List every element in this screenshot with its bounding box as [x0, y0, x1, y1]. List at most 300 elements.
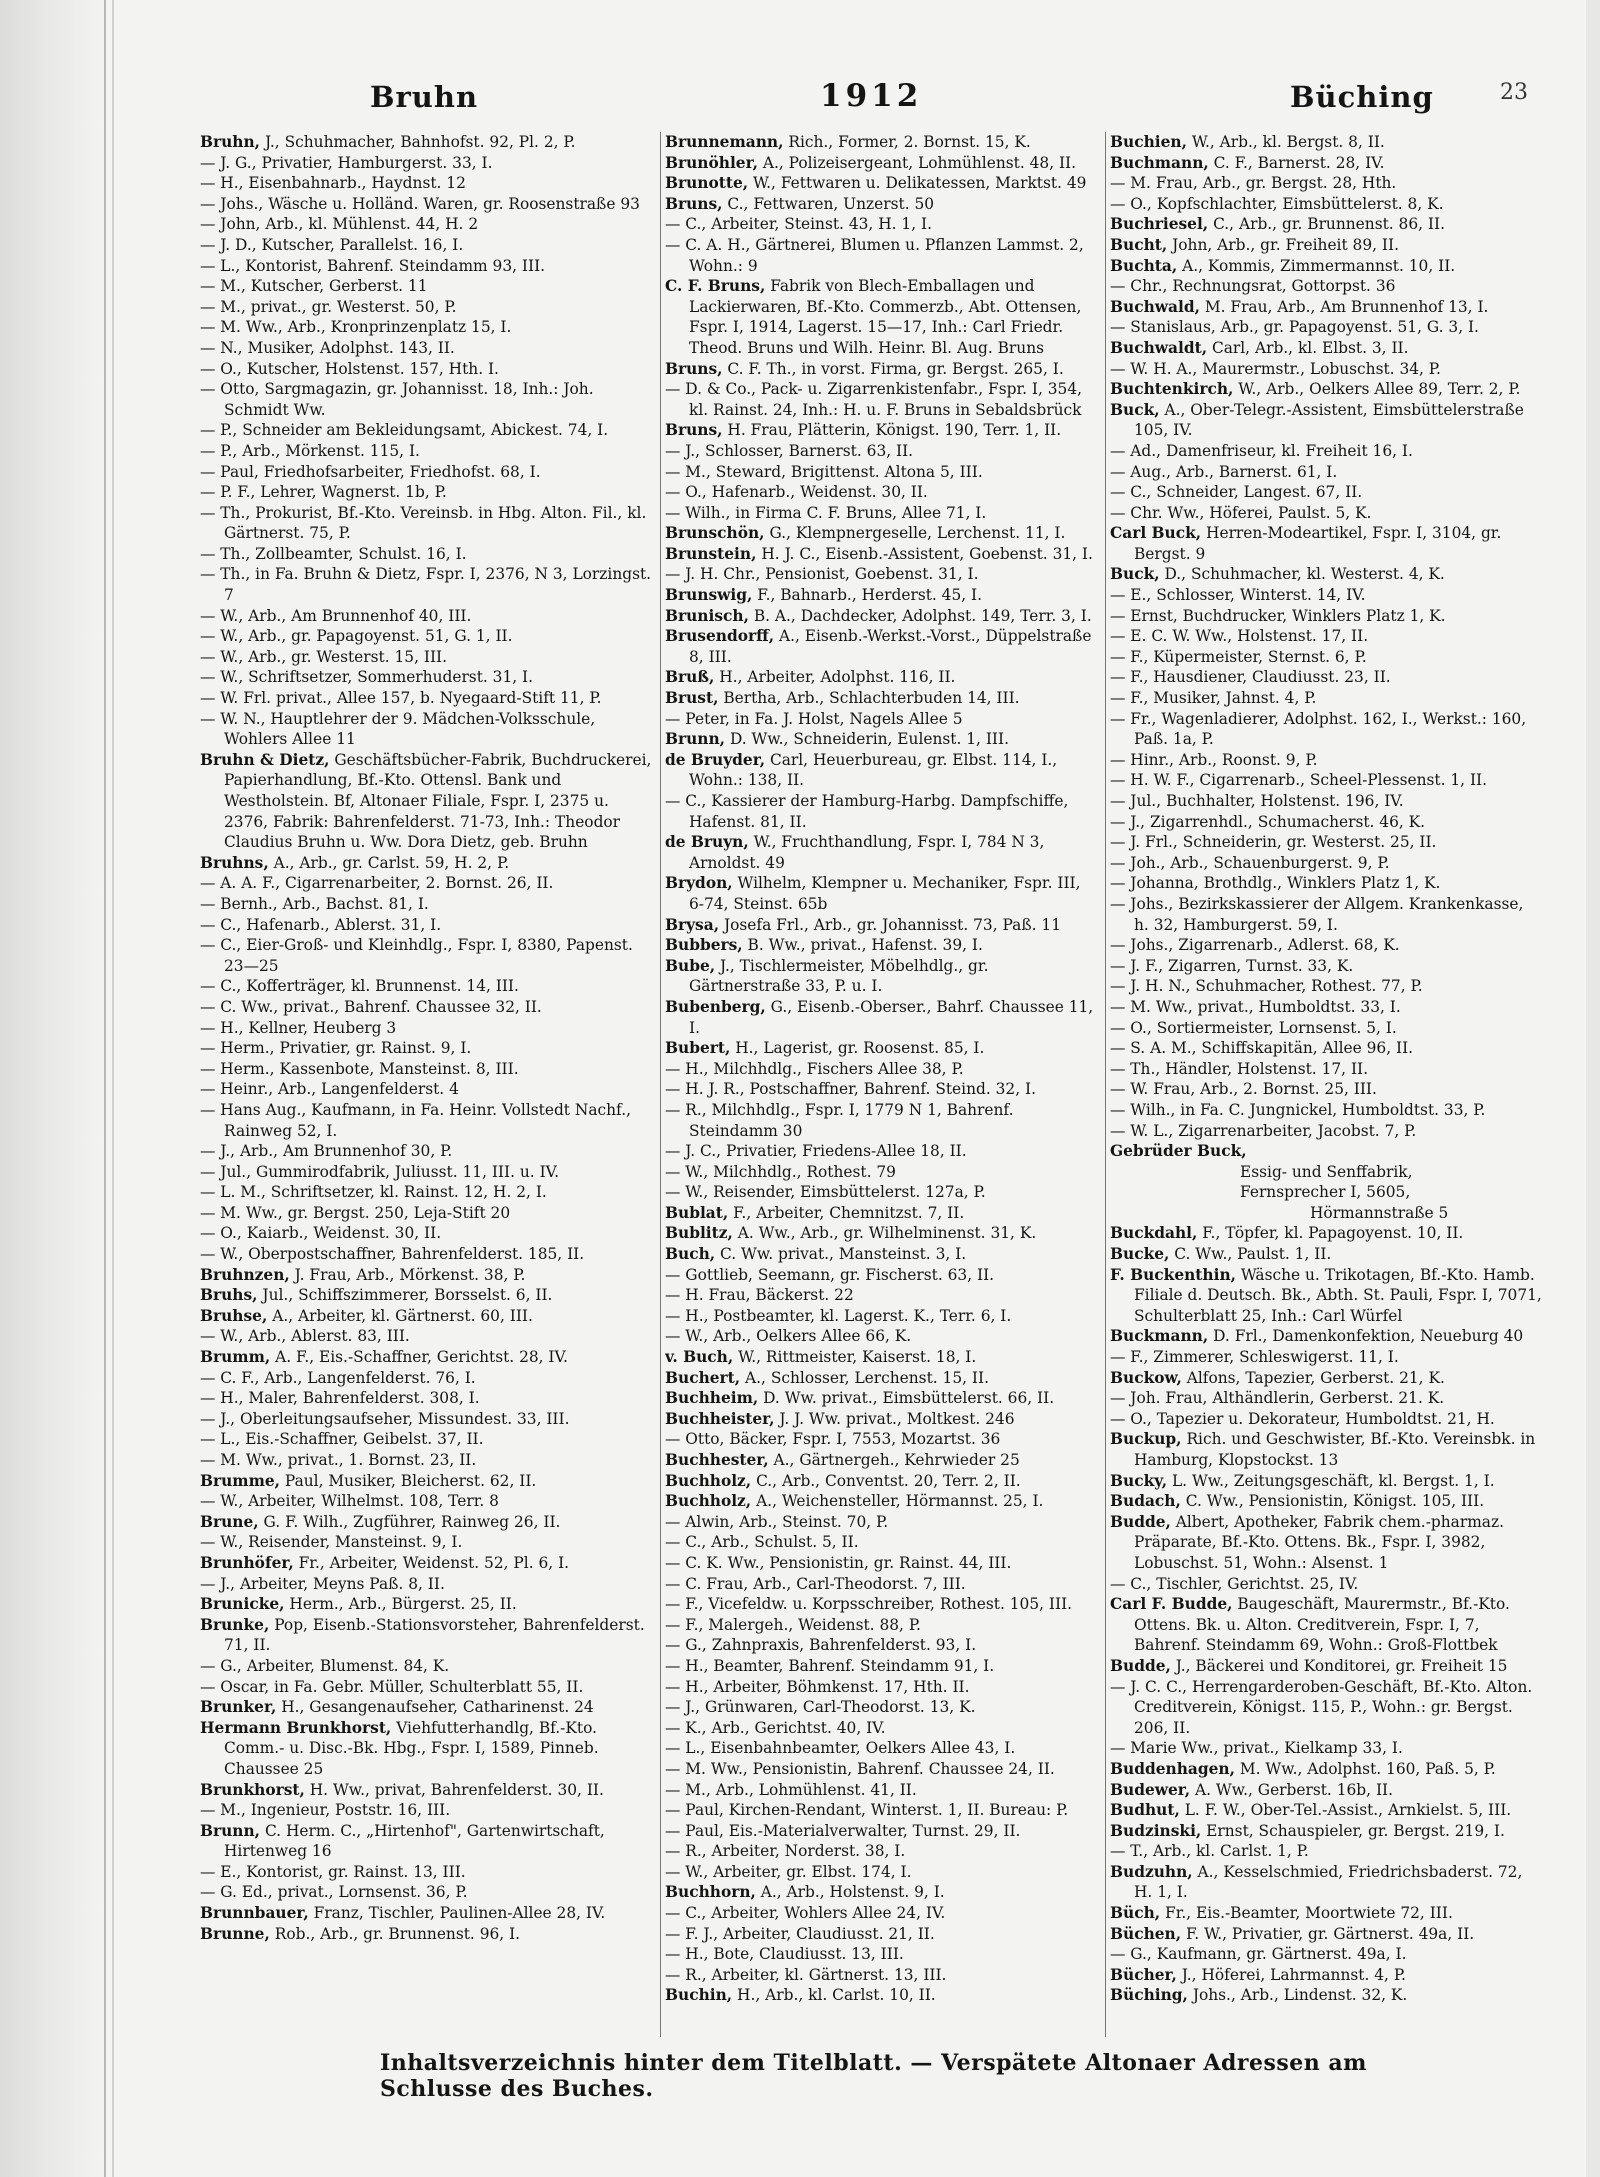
- directory-entry: [200, 132, 655, 153]
- entry-name: Buchien,: [1110, 133, 1187, 151]
- directory-entry: [200, 1821, 655, 1862]
- entry-text: Wilhelm, Klempner u. Mechaniker, Fspr. III, 6-74, Steinst. 65b: [689, 874, 1081, 913]
- directory-entry: [665, 359, 1100, 380]
- directory-entry: [1110, 832, 1543, 853]
- entry-text: H., Lagerist, gr. Roosenst. 85, I.: [730, 1039, 985, 1058]
- entry-name: Buchheim,: [665, 1389, 759, 1408]
- directory-entry: [1110, 1038, 1543, 1059]
- page-binding-shadow: [0, 0, 104, 2177]
- directory-entry: [1110, 1759, 1543, 1780]
- entry-text: E., Kontorist, gr. Rainst. 13, III.: [220, 1862, 466, 1881]
- entry-name: Carl Buck,: [1110, 524, 1202, 543]
- directory-entry: [665, 132, 1100, 153]
- directory-entry: [200, 1244, 655, 1265]
- entry-text: D., Schuhmacher, kl. Westerst. 4, K.: [1159, 565, 1445, 584]
- entry-name: Brunke,: [200, 1615, 270, 1634]
- entry-text: W., Arbeiter, Wilhelmst. 108, Terr. 8: [220, 1492, 499, 1511]
- entry-text: Jul., Schiffszimmerer, Borsselst. 6, II.: [257, 1286, 553, 1305]
- directory-entry: [665, 214, 1100, 235]
- entry-text: G., Arbeiter, Blumenst. 84, K.: [220, 1656, 450, 1675]
- directory-entry: [665, 482, 1100, 503]
- entry-text: Th., Zollbeamter, Schulst. 16, I.: [220, 544, 467, 563]
- entry-text: B. A., Dachdecker, Adolphst. 149, Terr. 3, I.: [748, 606, 1092, 625]
- entry-text: H., Postbeamter, kl. Lagerst. K., Terr. 6, I.: [685, 1306, 1012, 1325]
- entry-text: C., Arb., gr. Brunnenst. 86, II.: [1208, 215, 1445, 234]
- directory-entry: [1110, 482, 1543, 503]
- directory-entry: [1110, 1141, 1543, 1162]
- directory-entry: [200, 750, 655, 853]
- directory-entry: [665, 1615, 1100, 1636]
- entry-text: W., Arb., gr. Westerst. 15, III.: [220, 647, 447, 666]
- entry-text: Carl, Heuerbureau, gr. Elbst. 114, I., Wohn.: 138, II.: [689, 750, 1058, 790]
- entry-text: J., Zigarrenhdl., Schumacherst. 46, K.: [1130, 812, 1426, 831]
- entry-text: G., Klempnergeselle, Lerchenst. 11, I.: [764, 524, 1066, 543]
- header-year: 1912: [820, 78, 923, 114]
- entry-name: Bücher,: [1110, 1965, 1177, 1984]
- directory-entry: [665, 462, 1100, 483]
- entry-text: L., Eis.-Schaffner, Geibelst. 37, II.: [220, 1430, 484, 1449]
- directory-entry: [665, 1882, 1100, 1903]
- entry-text: Albert, Apotheker, Fabrik chem.-pharmaz. Präparate, Bf.-Kto. Ottens. Bk., Fspr. I, 3982, Lobuschst. 51, Wohn.: Alsenst. 1: [1134, 1512, 1504, 1572]
- directory-entry: [200, 1512, 655, 1533]
- entry-name: Gebrüder Buck,: [1110, 1142, 1247, 1161]
- directory-entry: [1110, 1677, 1543, 1739]
- entry-text: H., Eisenbahnarb., Haydnst. 12: [220, 174, 466, 193]
- directory-entry: [1110, 585, 1543, 606]
- entry-name: Buchhorn,: [665, 1883, 756, 1902]
- directory-entry: [1110, 1965, 1543, 1986]
- entry-text: W., Fruchthandlung, Fspr. I, 784 N 3, Arnoldst. 49: [689, 833, 1045, 872]
- directory-entry: [1110, 1903, 1543, 1924]
- entry-text: Pop, Eisenb.-Stationsvorsteher, Bahrenfelderst. 71, II.: [224, 1615, 645, 1655]
- directory-entry: [200, 667, 655, 688]
- entry-text: C., Arb., Conventst. 20, Terr. 2, II.: [751, 1471, 1021, 1490]
- entry-name: Bubbers,: [665, 936, 743, 955]
- directory-entry: [665, 667, 1100, 688]
- entry-text: Hans Aug., Kaufmann, in Fa. Heinr. Vollstedt Nachf., Rainweg 52, I.: [220, 1100, 631, 1140]
- entry-text: C., Kassierer der Hamburg-Harbg. Dampfschiffe, Hafenst. 81, II.: [685, 792, 1069, 831]
- directory-entry: [1110, 770, 1543, 791]
- entry-text: Paul, Kirchen-Rendant, Winterst. 1, II. Bureau: P.: [685, 1801, 1069, 1820]
- entry-name: Brunotte,: [665, 174, 749, 193]
- directory-entry: [200, 1100, 655, 1141]
- entry-text: Bertha, Arb., Schlachterbuden 14, III.: [718, 689, 1020, 708]
- entry-name: Buchwaldt,: [1110, 338, 1208, 357]
- entry-text: Johs., Zigarrenarb., Adlerst. 68, K.: [1130, 936, 1400, 955]
- entry-name: Buchwald,: [1110, 297, 1200, 316]
- entry-name: Brunnbauer,: [200, 1904, 309, 1923]
- entry-name: de Bruyder,: [665, 750, 766, 769]
- directory-entry: [200, 688, 655, 709]
- directory-entry: [200, 1265, 655, 1286]
- directory-entry: [200, 276, 655, 297]
- entry-name: Bublitz,: [665, 1224, 733, 1243]
- directory-entry: [200, 462, 655, 483]
- directory-entry: [200, 1409, 655, 1430]
- entry-text: A., Kommis, Zimmermannst. 10, II.: [1177, 256, 1456, 275]
- entry-text: H. J. R., Postschaffner, Bahrenf. Steind. 32, I.: [685, 1080, 1036, 1099]
- directory-entry: [665, 1059, 1100, 1080]
- directory-entry: [665, 1635, 1100, 1656]
- entry-name: Brunker,: [200, 1698, 277, 1717]
- directory-entry: [1110, 1594, 1543, 1656]
- entry-name: Bucky,: [1110, 1471, 1168, 1490]
- entry-text: A., Arb., Holstenst. 9, I.: [755, 1883, 945, 1902]
- directory-entry: [665, 544, 1100, 565]
- directory-entry: [200, 1697, 655, 1718]
- entry-name: Buckdahl,: [1110, 1224, 1198, 1243]
- entry-text: Otto, Bäcker, Fspr. I, 7553, Mozartst. 36: [685, 1430, 1001, 1449]
- directory-entry: [200, 1450, 655, 1471]
- entry-text: G. F. Wilh., Zugführer, Rainweg 26, II.: [258, 1512, 561, 1531]
- entry-text: C. Herm. C., „Hirtenhof", Gartenwirtschaft, Hirtenweg 16: [224, 1821, 605, 1861]
- entry-text: Josefa Frl., Arb., gr. Johannisst. 73, Paß. 11: [719, 915, 1061, 934]
- directory-entry: [1110, 812, 1543, 833]
- directory-entry: [665, 379, 1100, 420]
- entry-text: Rich. und Geschwister, Bf.-Kto. Vereinsbk. in Hamburg, Klopstockst. 13: [1134, 1430, 1536, 1469]
- directory-entry: [665, 832, 1100, 873]
- entry-text: M., Kutscher, Gerberst. 11: [220, 277, 428, 296]
- directory-entry: [665, 1841, 1100, 1862]
- directory-entry: [1110, 564, 1543, 585]
- directory-entry: [1110, 873, 1543, 894]
- entry-text: W. Frau, Arb., 2. Bornst. 25, III.: [1130, 1080, 1377, 1099]
- directory-entry: [665, 935, 1100, 956]
- directory-entry: [1110, 750, 1543, 771]
- directory-entry: [200, 1326, 655, 1347]
- entry-text: B. Ww., privat., Hafenst. 39, I.: [742, 936, 983, 955]
- entry-text: H., Kellner, Heuberg 3: [220, 1018, 397, 1037]
- entry-text: A., Kesselschmied, Friedrichsbaderst. 72, H. 1, I.: [1134, 1862, 1523, 1902]
- entry-text: C., Eier-Groß- und Kleinhdlg., Fspr. I, 8380, Papenst. 23—25: [220, 936, 633, 975]
- directory-entry: [200, 153, 655, 174]
- directory-entry: [665, 997, 1100, 1038]
- entry-text: W., Oberpostschaffner, Bahrenfelderst. 185, II.: [220, 1245, 585, 1264]
- directory-entry: [1110, 1203, 1543, 1224]
- entry-text: C. F., Arb., Langenfelderst. 76, I.: [220, 1368, 476, 1387]
- directory-entry: [200, 1594, 655, 1615]
- entry-text: Fr., Arbeiter, Weidenst. 52, Pl. 6, I.: [293, 1553, 570, 1572]
- entry-text: J., Oberleitungsaufseher, Missundest. 33, III.: [220, 1409, 570, 1428]
- entry-text: H. Ww., privat, Bahrenfelderst. 30, II.: [304, 1780, 604, 1799]
- directory-entry: [665, 873, 1100, 914]
- entry-text: M., Steward, Brigittenst. Altona 5, III.: [685, 462, 983, 481]
- directory-entry: [200, 1038, 655, 1059]
- entry-text: A., Gärtnergeh., Kehrwieder 25: [768, 1451, 1020, 1469]
- directory-entry: [200, 997, 655, 1018]
- directory-entry: [200, 1471, 655, 1492]
- entry-text: F., Musiker, Jahnst. 4, P.: [1130, 689, 1317, 708]
- entry-text: Rob., Arb., gr. Brunnenst. 96, I.: [269, 1924, 521, 1943]
- directory-entry: [200, 1882, 655, 1903]
- entry-text: Gottlieb, Seemann, gr. Fischerst. 63, II.: [685, 1265, 995, 1284]
- entry-text: L. Ww., Zeitungsgeschäft, kl. Bergst. 1, I.: [1167, 1471, 1495, 1490]
- entry-text: J. J. Ww. privat., Moltkest. 246: [774, 1409, 1015, 1428]
- directory-entry: [200, 1306, 655, 1327]
- entry-name: Carl F. Budde,: [1110, 1595, 1233, 1614]
- entry-name: Büch,: [1110, 1904, 1161, 1923]
- directory-entry: [665, 1862, 1100, 1883]
- entry-text: M. Ww., gr. Bergst. 250, Leja-Stift 20: [220, 1203, 511, 1222]
- directory-entry: [1110, 1059, 1543, 1080]
- entry-text: M. Ww., Arb., Kronprinzenplatz 15, I.: [220, 318, 512, 337]
- directory-entry: [200, 935, 655, 976]
- entry-name: Hermann Brunkhorst,: [200, 1718, 392, 1737]
- directory-entry: [665, 1347, 1100, 1368]
- directory-entry: [665, 1656, 1100, 1677]
- directory-entry: [1110, 214, 1543, 235]
- directory-entry: [1110, 1944, 1543, 1965]
- entry-name: Bruns,: [665, 359, 723, 378]
- entry-text: Bernh., Arb., Bachst. 81, I.: [220, 894, 429, 913]
- entry-text: W., Reisender, Eimsbüttelerst. 127a, P.: [685, 1183, 986, 1202]
- entry-text: Joh., Arb., Schauenburgerst. 9, P.: [1130, 853, 1390, 872]
- directory-entry: [1110, 1100, 1543, 1121]
- directory-entry: [200, 1162, 655, 1183]
- directory-entry: [1110, 1471, 1543, 1492]
- directory-entry: [1110, 1079, 1543, 1100]
- entry-text: F., Vicefeldw. u. Korpsschreiber, Rothest. 105, III.: [685, 1595, 1073, 1614]
- directory-entry: [1110, 935, 1543, 956]
- entry-text: Geschäftsbücher-Fabrik, Buchdruckerei, Papierhandlung, Bf.-Kto. Ottensl. Bank und Westholstein. Bf, Altonaer Filiale, Fspr. I, 2375 u. 2376, Fabrik: Bahrenfelderst. 71-73, Inh.: Theodor Claudius Bruhn u. Ww. Dora Dietz, geb. Bruhn: [224, 750, 652, 852]
- entry-name: Budzinski,: [1110, 1821, 1202, 1840]
- entry-text: Paul, Eis.-Materialverwalter, Turnst. 29, II.: [685, 1821, 1021, 1840]
- directory-entry: [1110, 626, 1543, 647]
- entry-name: C. F. Bruns,: [665, 277, 766, 296]
- entry-text: W., Reisender, Mansteinst. 9, I.: [220, 1533, 463, 1552]
- directory-entry: [200, 1223, 655, 1244]
- entry-text: G., Zahnpraxis, Bahrenfelderst. 93, I.: [685, 1636, 977, 1655]
- directory-entry: [200, 606, 655, 627]
- entry-name: Brust,: [665, 689, 719, 708]
- directory-entry: [665, 585, 1100, 606]
- entry-text: J., Schuhmacher, Bahnhofst. 92, Pl. 2, P.: [260, 133, 576, 151]
- directory-entry: [200, 544, 655, 565]
- entry-text: O., Hafenarb., Weidenst. 30, II.: [685, 483, 928, 502]
- directory-entry: [665, 688, 1100, 709]
- entry-name: Buchhester,: [665, 1451, 769, 1469]
- entry-text: C., Arb., Schulst. 5, II.: [685, 1533, 859, 1552]
- directory-entry: [200, 976, 655, 997]
- directory-entry: [1110, 1800, 1543, 1821]
- entry-text: J., Arb., Am Brunnenhof 30, P.: [220, 1142, 453, 1161]
- directory-entry: [665, 1944, 1100, 1965]
- entry-name: Brune,: [200, 1512, 259, 1531]
- directory-entry: [665, 1429, 1100, 1450]
- directory-entry: [1110, 1326, 1543, 1347]
- entry-name: Brumme,: [200, 1471, 281, 1490]
- entry-text: H. W. F., Cigarrenarb., Scheel-Plessenst. 1, II.: [1130, 771, 1488, 790]
- entry-text: Fernsprecher I, 5605,: [1240, 1183, 1411, 1202]
- entry-name: Bruns,: [665, 421, 723, 440]
- entry-name: Brysa,: [665, 915, 720, 934]
- directory-entry: [665, 153, 1100, 174]
- directory-entry: [200, 297, 655, 318]
- directory-entry: [665, 1368, 1100, 1389]
- directory-entry: [1110, 606, 1543, 627]
- entry-text: L. F. W., Ober-Tel.-Assist., Arnkielst. 5, III.: [1179, 1801, 1512, 1820]
- directory-entry: [1110, 1491, 1543, 1512]
- entry-text: C., Hafenarb., Ablerst. 31, I.: [220, 915, 442, 934]
- entry-text: M. Ww., Pensionistin, Bahrenf. Chaussee 24, II.: [685, 1759, 1055, 1778]
- entry-text: Marie Ww., privat., Kielkamp 33, I.: [1130, 1739, 1403, 1758]
- entry-text: Johs., Bezirkskassierer der Allgem. Krankenkasse, h. 32, Hamburgerst. 59, I.: [1130, 894, 1524, 934]
- entry-name: Buckmann,: [1110, 1327, 1209, 1346]
- entry-text: Th., Prokurist, Bf.-Kto. Vereinsb. in Hbg. Alton. Fil., kl. Gärtnerst. 75, P.: [220, 503, 647, 543]
- directory-entry: [665, 1306, 1100, 1327]
- directory-entry: [200, 1079, 655, 1100]
- entry-text: F., Töpfer, kl. Papagoyenst. 10, II.: [1197, 1224, 1464, 1243]
- directory-entry: [665, 1491, 1100, 1512]
- entry-text: Alwin, Arb., Steinst. 70, P.: [685, 1512, 889, 1531]
- directory-entry: [665, 1677, 1100, 1698]
- entry-name: Buchin,: [665, 1986, 733, 2005]
- directory-entry: [200, 1903, 655, 1924]
- entry-text: Herm., Arb., Bürgerst. 25, II.: [284, 1595, 517, 1614]
- entry-text: G. Ed., privat., Lornsenst. 36, P.: [220, 1883, 468, 1902]
- directory-entry: [1110, 132, 1543, 153]
- entry-name: Budewer,: [1110, 1780, 1191, 1799]
- directory-entry: [665, 503, 1100, 524]
- entry-text: E. C. W. Ww., Holstenst. 17, II.: [1130, 627, 1369, 646]
- entry-text: J. C. C., Herrengarderoben-Geschäft, Bf.-Kto. Alton. Creditverein, Königst. 115, P., Wohn.: gr. Bergst. 206, II.: [1130, 1677, 1533, 1737]
- directory-entry: [665, 441, 1100, 462]
- entry-text: H., Arb., kl. Carlst. 10, II.: [732, 1986, 936, 2005]
- directory-entry: [200, 1532, 655, 1553]
- entry-text: C., Kofferträger, kl. Brunnenst. 14, III.: [220, 977, 519, 996]
- entry-text: O., Sortiermeister, Lornsenst. 5, I.: [1130, 1018, 1397, 1037]
- directory-entry: [200, 256, 655, 277]
- entry-name: Bruß,: [665, 668, 715, 687]
- directory-entry: [665, 1965, 1100, 1986]
- entry-name: Bubert,: [665, 1039, 731, 1058]
- directory-entry: [1110, 976, 1543, 997]
- entry-text: A., Weichensteller, Hörmannst. 25, I.: [751, 1492, 1044, 1511]
- directory-entry: [1110, 1388, 1543, 1409]
- column-divider-1: [660, 132, 661, 2037]
- entry-name: Bublat,: [665, 1203, 729, 1222]
- entry-text: J. C., Privatier, Friedens-Allee 18, II.: [685, 1142, 967, 1161]
- entry-text: J., Höferei, Lahrmannst. 4, P.: [1176, 1965, 1406, 1984]
- directory-entry: [1110, 379, 1543, 400]
- entry-text: C., Schneider, Langest. 67, II.: [1130, 483, 1363, 502]
- entry-text: Th., in Fa. Bruhn & Dietz, Fspr. I, 2376, N 3, Lorzingst. 7: [220, 565, 652, 605]
- entry-text: Johanna, Brothdlg., Winklers Platz 1, K.: [1130, 874, 1441, 893]
- entry-text: Franz, Tischler, Paulinen-Allee 28, IV.: [308, 1904, 606, 1923]
- entry-text: Johs., Arb., Lindenst. 32, K.: [1187, 1986, 1408, 2005]
- entry-text: D. Ww. privat., Eimsbüttelerst. 66, II.: [758, 1389, 1055, 1408]
- entry-name: Buchmann,: [1110, 153, 1209, 172]
- entry-text: Stanislaus, Arb., gr. Papagoyenst. 51, G. 3, I.: [1130, 318, 1479, 337]
- entry-text: M. Ww., Adolphst. 160, Paß. 5, P.: [1234, 1759, 1496, 1778]
- entry-text: Essig- und Senffabrik,: [1240, 1162, 1413, 1181]
- entry-text: R., Milchhdlg., Fspr. I, 1779 N 1, Bahrenf. Steindamm 30: [685, 1100, 1014, 1140]
- entry-name: Bruhnzen,: [200, 1265, 290, 1284]
- entry-text: J., Grünwaren, Carl-Theodorst. 13, K.: [685, 1698, 976, 1717]
- directory-entry: [665, 1738, 1100, 1759]
- entry-text: Oscar, in Fa. Gebr. Müller, Schulterblatt 55, II.: [220, 1677, 584, 1696]
- entry-text: W., Arb., kl. Bergst. 8, II.: [1186, 133, 1385, 151]
- directory-entry: [200, 1388, 655, 1409]
- entry-text: Hinr., Arb., Roonst. 9, P.: [1130, 750, 1318, 769]
- directory-entry: [665, 750, 1100, 791]
- directory-entry: [200, 1203, 655, 1224]
- entry-text: F., Zimmerer, Schleswigerst. 11, I.: [1130, 1348, 1399, 1367]
- entry-name: Brunisch,: [665, 606, 749, 625]
- directory-entry: [1110, 1182, 1543, 1203]
- entry-text: F. J., Arbeiter, Claudiusst. 21, II.: [685, 1924, 935, 1943]
- entry-name: Buckow,: [1110, 1368, 1182, 1387]
- entry-text: T., Arb., kl. Carlst. 1, P.: [1130, 1842, 1309, 1861]
- directory-entry: [200, 1718, 655, 1780]
- entry-text: Th., Händler, Holstenst. 17, II.: [1130, 1059, 1368, 1078]
- directory-entry: [1110, 853, 1543, 874]
- directory-entry: [1110, 1265, 1543, 1327]
- entry-text: F., Küpermeister, Sternst. 6, P.: [1130, 647, 1367, 666]
- directory-entry: [665, 1162, 1100, 1183]
- directory-entry: [665, 1038, 1100, 1059]
- directory-entry: [665, 791, 1100, 832]
- directory-entry: [200, 1141, 655, 1162]
- directory-entry: [665, 1388, 1100, 1409]
- directory-entry: [1110, 1821, 1543, 1842]
- directory-entry: [665, 1924, 1100, 1945]
- directory-entry: [1110, 1574, 1543, 1595]
- directory-entry: [1110, 235, 1543, 256]
- directory-entry: [200, 338, 655, 359]
- directory-entry: [665, 606, 1100, 627]
- entry-text: Paul, Musiker, Bleicherst. 62, II.: [280, 1471, 537, 1490]
- directory-entry: [200, 1368, 655, 1389]
- entry-name: Bruns,: [665, 194, 723, 213]
- entry-name: Brunnemann,: [665, 133, 784, 151]
- entry-name: Bucke,: [1110, 1245, 1170, 1264]
- entry-text: W. Frl. privat., Allee 157, b. Nyegaard-Stift 11, P.: [220, 689, 602, 708]
- directory-entry: [200, 1491, 655, 1512]
- entry-name: Bruhn & Dietz,: [200, 750, 330, 769]
- directory-entry: [1110, 297, 1543, 318]
- entry-text: W., Fettwaren u. Delikatessen, Marktst. 49: [748, 174, 1087, 193]
- entry-name: Bruhs,: [200, 1286, 258, 1305]
- entry-text: C., Fettwaren, Unzerst. 50: [722, 194, 935, 213]
- directory-entry: [200, 1615, 655, 1656]
- directory-entry: [665, 1594, 1100, 1615]
- directory-entry: [1110, 1347, 1543, 1368]
- entry-name: Buchheister,: [665, 1409, 775, 1428]
- directory-entry: [200, 1429, 655, 1450]
- entry-text: W., Arbeiter, gr. Elbst. 174, I.: [685, 1862, 912, 1881]
- entry-text: Carl, Arb., kl. Elbst. 3, II.: [1207, 338, 1409, 357]
- directory-entry: [200, 1780, 655, 1801]
- entry-text: F. W., Privatier, gr. Gärtnerst. 49a, II.: [1181, 1924, 1475, 1943]
- entry-text: Rich., Former, 2. Bornst. 15, K.: [783, 133, 1031, 151]
- entry-text: L., Kontorist, Bahrenf. Steindamm 93, III.: [220, 256, 546, 275]
- entry-text: J. Frl., Schneiderin, gr. Westerst. 25, II.: [1130, 833, 1437, 852]
- directory-entry: [1110, 256, 1543, 277]
- directory-entry: [1110, 1368, 1543, 1389]
- entry-name: Brunschön,: [665, 524, 765, 543]
- directory-entry: [1110, 276, 1543, 297]
- page-number: 23: [1500, 80, 1528, 105]
- entry-name: Bruhse,: [200, 1306, 268, 1325]
- directory-entry: [1110, 1429, 1543, 1470]
- directory-entry: [665, 1141, 1100, 1162]
- directory-entry: [200, 1018, 655, 1039]
- entry-text: H., Gesangenaufseher, Catharinenst. 24: [276, 1698, 594, 1717]
- entry-text: K., Arb., Gerichtst. 40, IV.: [685, 1718, 886, 1737]
- entry-text: C. K. Ww., Pensionistin, gr. Rainst. 44, III.: [685, 1553, 1012, 1572]
- binding-line: [104, 0, 106, 2177]
